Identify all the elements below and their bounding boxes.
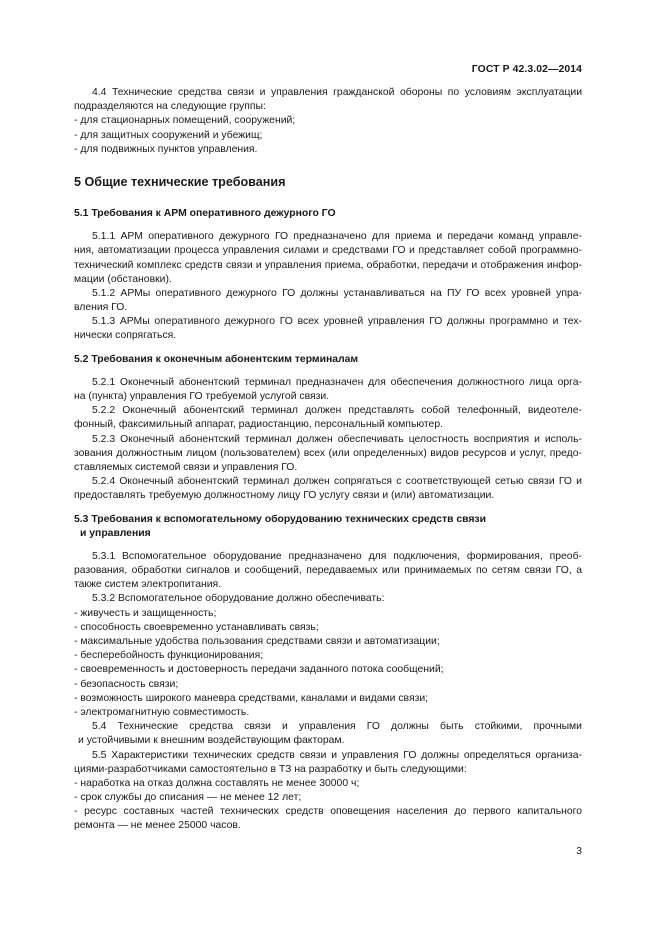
page-content [74, 86, 582, 834]
list-item: - живучесть и защищенность; [74, 607, 217, 619]
list-item: - возможность широкого маневра средствами, каналами и видами связи; [74, 692, 429, 704]
list-item: - способность своевременно устанавливать связь; [74, 621, 319, 633]
list-item: - электромагнитную совместимость. [74, 706, 250, 718]
text-line: 5.1.2 АРМы оперативного дежурного ГО должны устанавливаться на ПУ ГО всех уровней упра- [92, 287, 582, 299]
list-item: - ресурс составных частей технических средств оповещения населения до первого капитального [74, 806, 582, 818]
text-line: предоставлять требуемую должностному лицу ГО услугу связи и (или) автоматизации. [74, 490, 495, 502]
text-line: фонный, факсимильный аппарат, радиостанцию, персональный компьютер. [74, 419, 444, 431]
text-line: вления ГО. [74, 302, 128, 314]
section-5-2-heading: 5.2 Требования к оконечным абонентским терминалам [74, 353, 359, 365]
paragraph-5-5 [74, 749, 582, 834]
list-item: - для защитных сооружений и убежищ; [74, 129, 263, 141]
text-line: 5.2.1 Оконечный абонентский терминал предназначен для обеспечения должностного лица орга- [92, 376, 582, 388]
text-line: 4.4 Технические средства связи и управления гражданской обороны по условиям эксплуатации [92, 87, 582, 98]
list-item: - безопасность связи; [74, 678, 179, 690]
section-5-3-heading-cont: и управления [80, 527, 151, 539]
text-line: мации (обстановки). [74, 273, 172, 285]
text-line: также систем электропитания. [74, 579, 222, 591]
text-line: технический комплекс средств связи и управления приема, обработки, передачи и отображения инфор- [74, 259, 582, 271]
text-line: ремонта — не менее 25000 часов. [74, 820, 241, 832]
list-item: - своевременность и достоверность передачи заданного потока сообщений; [74, 664, 444, 676]
section-5-1-body [74, 230, 582, 344]
text-line: разования, обработки сигналов и сообщений, передаваемых или принимаемых по сетям связи ГО, а [74, 565, 582, 577]
section-5-3-heading: 5.3 Требования к вспомогательному оборудованию технических средств связи [74, 513, 486, 525]
text-line: 5.1.1 АРМ оперативного дежурного ГО предназначено для приема и передачи команд управле- [92, 231, 582, 243]
text-line: 5.4 Технические средства связи и управления ГО должны быть стойкими, прочными [92, 721, 582, 733]
text-line: зования должностным лицом (пользователем) всех (или определенных) видов ресурсов и услуг, предо- [74, 447, 582, 459]
section-5-1-heading: 5.1 Требования к АРМ оперативного дежурного ГО [74, 207, 336, 219]
list-item: - срок службы до списания — не менее 12 лет; [74, 792, 302, 804]
standard-header: ГОСТ Р 42.3.02—2014 [471, 64, 582, 75]
text-line: 5.2.4 Оконечный абонентский терминал должен сопрягаться с соответствующей сетью связи ГО и [92, 476, 582, 488]
text-line: 5.1.3 АРМы оперативного дежурного ГО всех уровней управления ГО должны программно и тех- [92, 316, 582, 328]
text-line: и устойчивыми к внешним воздействующим факторам. [78, 735, 345, 747]
section-5-3-body [74, 550, 582, 720]
text-line: 5.5 Характеристики технических средств связи и управления ГО должны определяться организа- [92, 749, 582, 761]
text-line: ния, автоматизации процесса управления силами и средствами ГО и представляет собой программно- [74, 245, 582, 257]
paragraph-5-4 [74, 720, 582, 748]
list-item: - максимальные удобства пользования средствами связи и автоматизации; [74, 636, 440, 647]
list-item: - бесперебойность функционирования; [74, 650, 264, 662]
paragraph-4-4 [74, 86, 582, 157]
text-line: 5.2.3 Оконечный абонентский терминал должен обеспечивать целостность восприятия и исполь- [92, 433, 582, 445]
section-5-heading: 5 Общие технические требования [74, 174, 286, 189]
section-5-2-body [74, 376, 582, 504]
page-number: 3 [576, 846, 582, 857]
list-item: - для подвижных пунктов управления. [74, 143, 258, 155]
text-line: подразделяются на следующие группы: [74, 101, 266, 113]
text-line: 5.3.2 Вспомогательное оборудование должно обеспечивать: [92, 593, 385, 605]
text-line: 5.2.2 Оконечный абонентский терминал должен представлять собой телефонный, видеотеле- [92, 405, 582, 417]
text-line: циями-разработчиками самостоятельно в ТЗ на разработку и быть следующими: [74, 763, 467, 775]
text-line: нически сопрягаться. [74, 330, 177, 342]
list-item: - для стационарных помещений, сооружений; [74, 115, 296, 127]
text-line: на (пункта) управления ГО требуемой услугой связи. [74, 391, 330, 402]
text-line: 5.3.1 Вспомогательное оборудование предназначено для подключения, формирования, преоб- [92, 550, 582, 562]
text-line: ставляемых системой связи и управления ГО. [74, 461, 298, 473]
list-item: - наработка на отказ должна составлять не менее 30000 ч; [74, 777, 360, 789]
